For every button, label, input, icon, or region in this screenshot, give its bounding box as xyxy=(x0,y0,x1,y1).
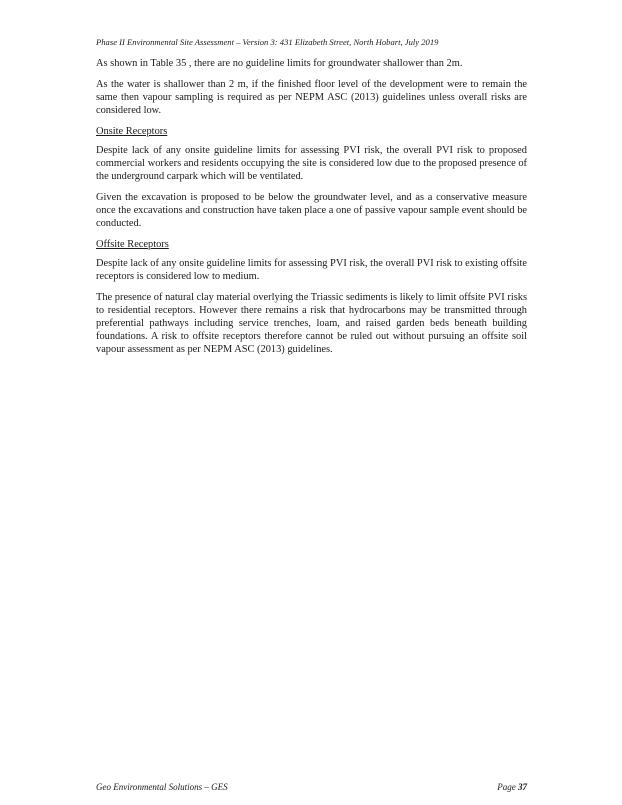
onsite-paragraph-2: Given the excavation is proposed to be below the groundwater level, and as a conservative measure once the excavations and construction have taken place a one of passive vapour sample event should be conducted. xyxy=(96,192,527,229)
offsite-paragraph-2: The presence of natural clay material overlying the Triassic sediments is likely to limit offsite PVI risks to residential receptors. However there remains a risk that hydrocarbons may be transmitted through preferential pathways including service trenches, loam, and raised garden beds beneath building foundations. A risk to offsite receptors therefore cannot be ruled out without pursuing an offsite soil vapour assessment as per NEPM ASC (2013) guidelines. xyxy=(96,292,527,355)
offsite-receptors-heading: Offsite Receptors xyxy=(96,239,169,250)
offsite-paragraph-1: Despite lack of any onsite guideline limits for assessing PVI risk, the overall PVI risk to existing offsite receptors is considered low to medium. xyxy=(96,258,527,282)
page-label: Page xyxy=(497,782,516,792)
footer-page xyxy=(497,782,527,792)
document-body xyxy=(96,57,527,364)
onsite-receptors-heading: Onsite Receptors xyxy=(96,126,168,137)
intro-paragraph-2: As the water is shallower than 2 m, if the finished floor level of the development were to remain the same then vapour sampling is required as per NEPM ASC (2013) guidelines unless overall risks are considered low. xyxy=(96,79,527,116)
footer-company: Geo Environmental Solutions – GES xyxy=(96,782,228,792)
intro-paragraph-1: As shown in Table 35 , there are no guideline limits for groundwater shallower than 2m. xyxy=(96,58,463,69)
onsite-paragraph-1: Despite lack of any onsite guideline limits for assessing PVI risk, the overall PVI risk to proposed commercial workers and residents occupying the site is considered low due to the proposed presence of the underground carpark which will be ventilated. xyxy=(96,145,527,182)
page-number: 37 xyxy=(518,782,527,792)
page-header: Phase II Environmental Site Assessment – Version 3: 431 Elizabeth Street, North Hobart, July 2019 xyxy=(96,37,439,47)
